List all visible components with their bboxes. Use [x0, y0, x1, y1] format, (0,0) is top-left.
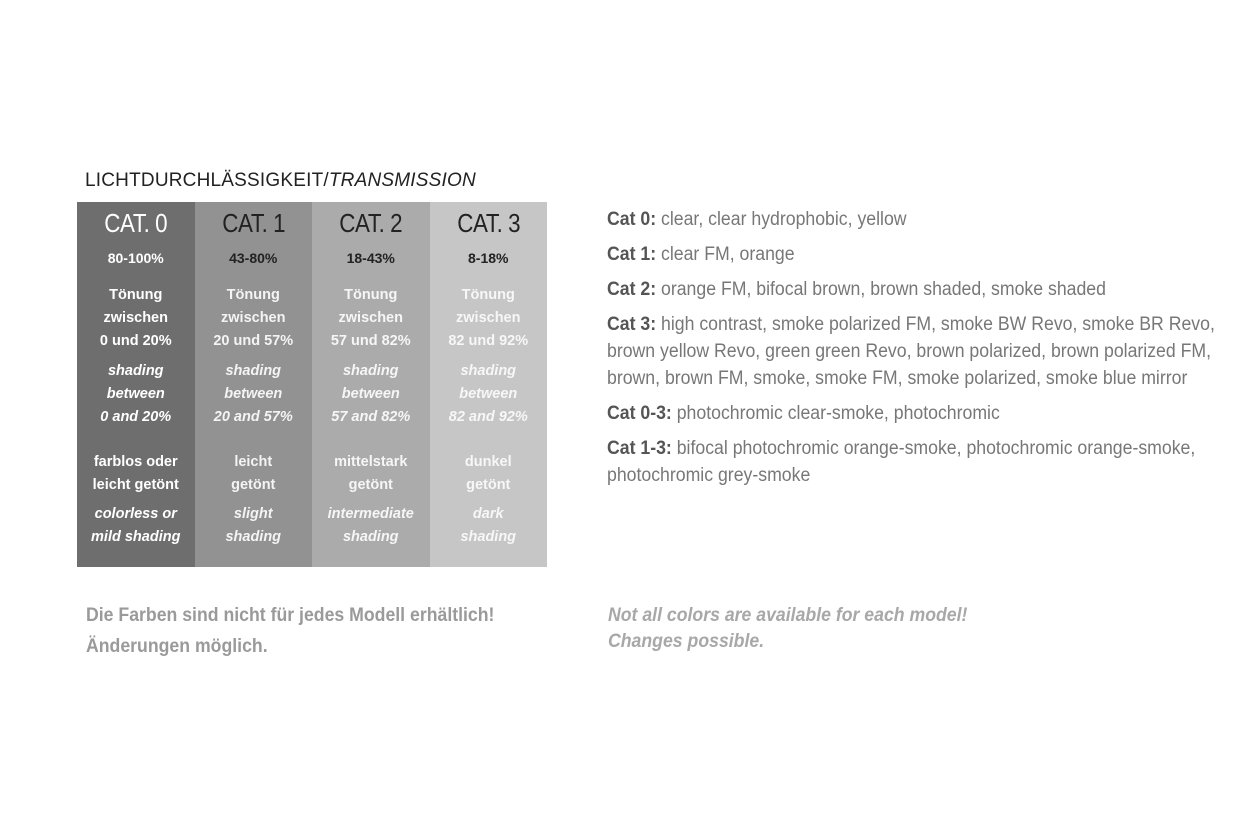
german-shading-range — [77, 284, 195, 353]
text-line: shading — [342, 529, 399, 545]
text-line: shading — [107, 363, 164, 379]
entry-text: bifocal photochromic orange-smoke, photochromic orange-smoke, photochromic grey-smoke — [607, 438, 1196, 486]
text-line: shading — [460, 529, 517, 545]
category-column-0 — [77, 202, 195, 567]
category-column-1 — [195, 202, 313, 567]
list-item — [607, 311, 1221, 392]
entry-text: clear FM, orange — [661, 244, 795, 265]
text-line: leicht getönt — [92, 477, 179, 493]
text-line: getönt — [348, 477, 393, 493]
text-line: 0 and 20% — [100, 409, 172, 425]
entry-label: Cat 3: — [607, 314, 657, 335]
text-line: 20 und 57% — [213, 333, 294, 349]
entry-text: high contrast, smoke polarized FM, smoke BW Revo, smoke BR Revo, brown yellow Revo, green green Revo, brown polarized, brown polarized FM, brown, brown FM, smoke, smoke FM, smoke polarized, smoke blue mirror — [607, 314, 1215, 389]
heading-main: LICHTDURCHLÄSSIGKEIT/ — [85, 170, 329, 191]
text-line: mittelstark — [334, 454, 408, 470]
text-line: shading — [342, 363, 399, 379]
english-shading-range — [195, 360, 313, 429]
english-shading-range — [312, 360, 430, 429]
text-line: slight — [233, 506, 273, 522]
entry-text: orange FM, bifocal brown, brown shaded, smoke shaded — [661, 279, 1106, 300]
list-item — [607, 435, 1221, 489]
german-description — [312, 451, 430, 497]
entry-text: clear, clear hydrophobic, yellow — [661, 209, 907, 230]
german-shading-range — [430, 284, 548, 353]
english-shading-range — [430, 360, 548, 429]
category-percent: 18-43% — [346, 250, 395, 266]
category-title: CAT. 3 — [456, 208, 520, 238]
text-line: 0 und 20% — [99, 333, 172, 349]
text-line: Tönung — [344, 287, 398, 303]
text-line: getönt — [231, 477, 276, 493]
list-item — [607, 206, 1221, 233]
category-column-3 — [430, 202, 548, 567]
text-line: farblos oder — [93, 454, 178, 470]
text-line: between — [459, 386, 518, 402]
text-line: 82 und 92% — [448, 333, 529, 349]
category-title: CAT. 0 — [104, 208, 168, 238]
heading-italic: TRANSMISSION — [328, 170, 476, 191]
category-percent: 80-100% — [107, 250, 164, 266]
text-line: shading — [225, 363, 282, 379]
text-line: leicht — [234, 454, 273, 470]
transmission-heading — [85, 170, 476, 192]
entry-text: photochromic clear-smoke, photochromic — [676, 403, 1000, 424]
category-column-2 — [312, 202, 430, 567]
text-line: 57 und 82% — [330, 333, 411, 349]
text-line: intermediate — [327, 506, 414, 522]
text-line: Tönung — [461, 287, 515, 303]
text-line: mild shading — [91, 529, 181, 545]
text-line: shading — [460, 363, 517, 379]
text-line: 57 and 82% — [331, 409, 411, 425]
text-line: Tönung — [226, 287, 280, 303]
entry-label: Cat 0: — [607, 209, 657, 230]
lens-category-list — [607, 206, 1227, 497]
text-line: dunkel — [464, 454, 512, 470]
english-shading-range — [77, 360, 195, 429]
german-availability-note — [86, 600, 494, 662]
text-line: zwischen — [221, 310, 286, 326]
text-line: between — [341, 386, 400, 402]
list-item — [607, 400, 1221, 427]
note-line: Die Farben sind nicht für jedes Modell erhältlich! — [86, 605, 495, 626]
text-line: Tönung — [109, 287, 163, 303]
text-line: 82 and 92% — [448, 409, 528, 425]
note-line: Änderungen möglich. — [86, 636, 268, 657]
text-line: shading — [225, 529, 282, 545]
list-item — [607, 241, 1221, 268]
german-description — [195, 451, 313, 497]
text-line: 20 and 57% — [213, 409, 293, 425]
category-percent: 8-18% — [468, 250, 509, 266]
category-title: CAT. 1 — [221, 208, 285, 238]
entry-label: Cat 1: — [607, 244, 657, 265]
english-description — [195, 503, 313, 549]
german-description — [77, 451, 195, 497]
entry-label: Cat 2: — [607, 279, 657, 300]
english-description — [77, 503, 195, 549]
entry-label: Cat 0-3: — [607, 403, 672, 424]
english-description — [312, 503, 430, 549]
category-title: CAT. 2 — [339, 208, 403, 238]
note-line: Changes possible. — [608, 631, 765, 652]
text-line: zwischen — [338, 310, 403, 326]
german-shading-range — [312, 284, 430, 353]
text-line: dark — [472, 506, 504, 522]
text-line: zwischen — [103, 310, 168, 326]
german-description — [430, 451, 548, 497]
entry-label: Cat 1-3: — [607, 438, 672, 459]
note-line: Not all colors are available for each model! — [608, 605, 968, 626]
german-shading-range — [195, 284, 313, 353]
english-description — [430, 503, 548, 549]
category-table — [77, 202, 547, 567]
text-line: between — [224, 386, 283, 402]
english-availability-note — [608, 603, 967, 655]
text-line: getönt — [466, 477, 511, 493]
text-line: between — [106, 386, 165, 402]
list-item — [607, 276, 1221, 303]
text-line: zwischen — [456, 310, 521, 326]
text-line: colorless or — [94, 506, 177, 522]
category-percent: 43-80% — [229, 250, 278, 266]
